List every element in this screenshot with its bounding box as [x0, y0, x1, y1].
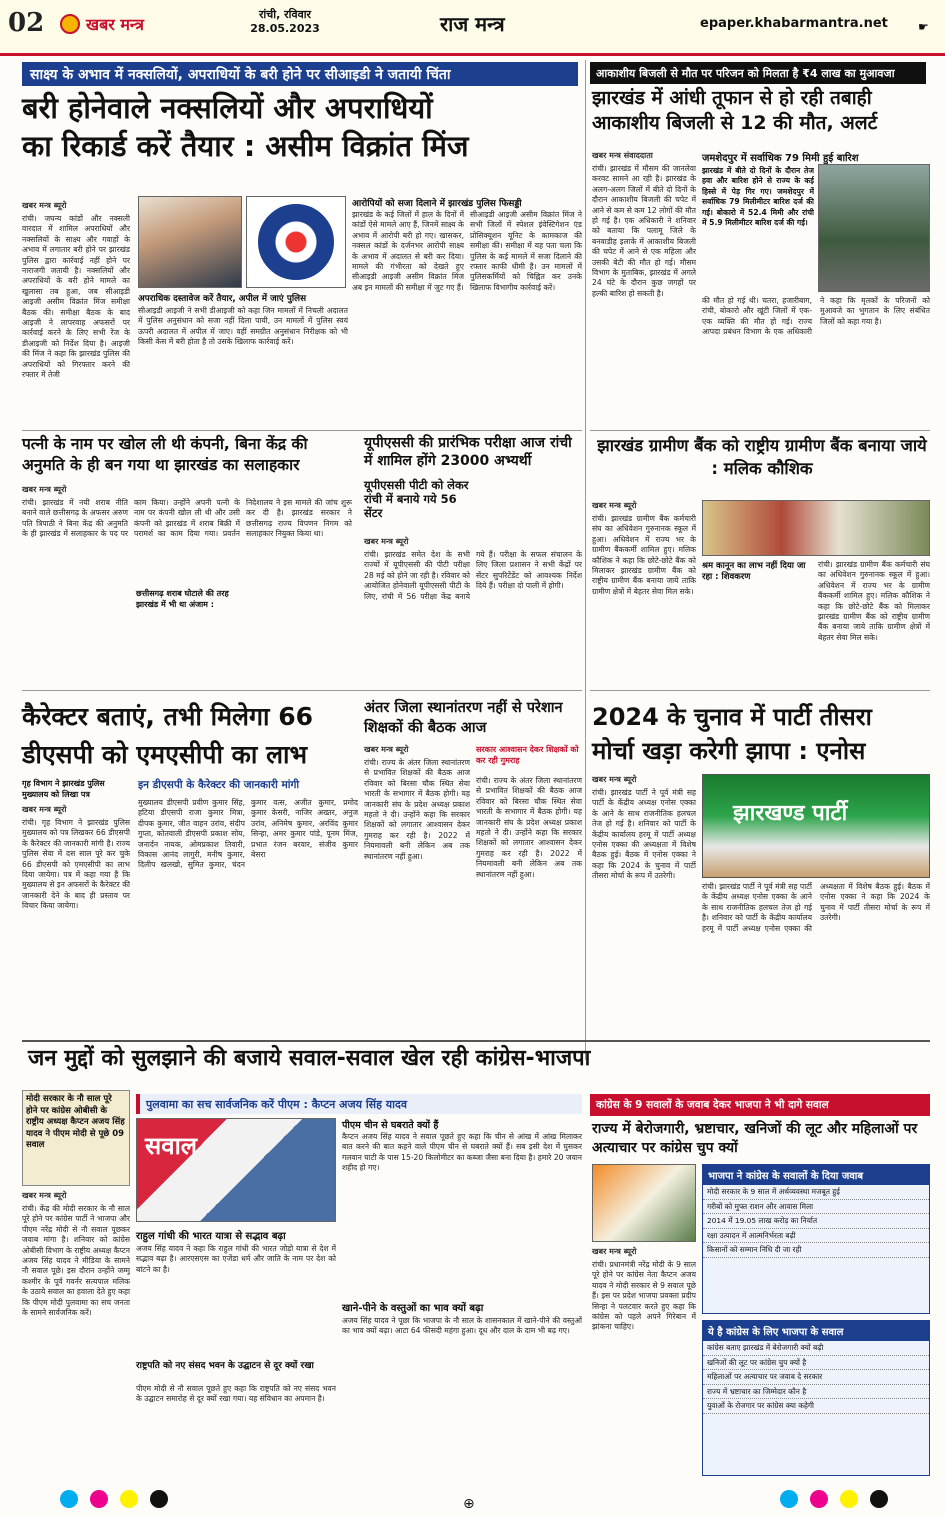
story4-body: रांची। झारखंड समेत देश के सभी राज्यों में यूपीएससी की पीटी परीक्षा 28 मई को होने जा रही है। रविवार को आयोजित होनेवाली यूपीएससी पीटी के लिए, रांची में 56 परीक्षा केंद्र बनाये गये हैं। परीक्षा के सफल संचालन के लिए जिला प्रशासन ने सभी केंद्रों पर सेंटर सुपरिटेंडेंट को आवश्यक निर्देश दिये हैं। परीक्षा दो पाली में होगी। — [364, 550, 582, 601]
story4-subhead: यूपीएससी पीटी को लेकर रांची में बनाये गये 56 सेंटर — [364, 478, 469, 520]
story9-mid-sub4: राष्ट्रपति को नए संसद भवन के उद्घाटन से दूर क्यों रखा — [136, 1361, 314, 1371]
answer-item: गरीबों को मुफ्त राशन और आवास मिला — [703, 1200, 929, 1215]
story1-body-c: झारखंड के कई जिलों में हाल के दिनों में कांडों ऐसे मामले आए हैं, जिनमें साक्ष्य के अभाव में आरोपी बरी हो गए। खासकर, नक्सल कांडों के दर्जनभर आरोपी साक्ष्य के अभाव में अदालत से बरी कर दिया। मामले की गंभीरता को देखते हुए सीआइडी आइजी असीम विक्रांत मिंज अब इन मामलों की समीक्षा में जुट गए हैं। — [352, 210, 464, 292]
section-title: राज मन्त्र — [440, 12, 505, 36]
story1-body-a: रांची। जघन्य कांडों और नक्सली वारदात में शामिल अपराधियों और नक्सलियों के साक्ष्य और गवाहों के अभाव में लगातार बरी होने पर झारखंड पुलिस द्वारा कार्रवाई नहीं होने पर नाराजगी जतायी है। नक्सलियों और अपराधियों के बरी होने मामले का खुलासा तब हुआ, जब सीआइडी आइजी असीम विक्रांत मिंज समीक्षा बैठक की। समीक्षा बैठक के बाद आइजी ने लापरवाह अफसरों पर कार्रवाई करने के लिए सभी रेंज के डीआइजी को निर्देश दिया है। आइजी की मिंज ने कहा कि झारखंड पुलिस की अपराधियों को गिरफ्तार करने की रफ्तार में तेजी — [22, 214, 130, 380]
question-item: खनिजों की लूट पर कांग्रेस चुप क्यों है — [703, 1356, 929, 1371]
pointer-icon: ☛ — [918, 20, 929, 34]
story7-body2: रांची। राज्य के अंतर जिला स्थानांतरण से प्रभावित शिक्षकों की बैठक आज रविवार को बिरसा चौक स्थित सेवा भारती के सभागार में बैठक होगी। यह जानकारी संघ के प्रदेश अध्यक्ष प्रकाश महतो ने दी। उन्होंने कहा कि सरकार शिक्षकों को लगातार आश्वासन देकर गुमराह कर रही है। 2022 में नियमावली बनी लेकिन अब तक स्थानांतरण नहीं हुआ। — [476, 776, 582, 879]
story6-body: रांची। गृह विभाग ने झारखंड पुलिस मुख्यालय को पत्र लिखकर 66 डीएसपी के कैरेक्टर की जानकारी मांगी है। राज्य पुलिस सेवा में दस साल पूरे कर चुके 66 डीएसपी को एमएसीपी का लाभ दिया जायेगा। पत्र में कहा गया है कि मुख्यालय से इन अफसरों के कैरेक्टर की जानकारी देने के बाद ही प्रस्ताव पर विचार किया जायेगा। — [22, 818, 130, 911]
story8-body2: रांची। झारखंड पार्टी ने पूर्व मंत्री सह पार्टी के केंद्रीय अध्यक्ष एनोस एक्का के आने के साथ राजनीतिक हलचल तेज हो गई है। शनिवार को पार्टी के केंद्रीय कार्यालय हरमू में पार्टी अध्यक्ष एनोस एक्का की अध्यक्षता में विशेष बैठक हुई। बैठक में एनोस एक्का ने कहा कि 2024 के चुनाव में पार्टी तीसरा मोर्चा के रूप में उतरेगी। — [702, 882, 930, 933]
officer-photo — [138, 196, 242, 288]
brand-name: खबर मन्त्र — [86, 15, 144, 34]
color-registration-mark — [780, 1490, 798, 1508]
story9-right-headline[interactable]: राज्य में बेरोजगारी, भ्रष्टाचार, खनिजों की लूट और महिलाओं पर अत्याचार पर कांग्रेस चुप क्यों — [592, 1121, 918, 1156]
story2-kicker — [590, 62, 926, 84]
story6-names: मुख्यालय डीएसपी प्रवीण कुमार सिंह, हटिया डीएसपी राजा कुमार मित्रा, दीपक कुमार, जीत वाहन उरांव, संदीप गुप्ता, कोतवाली डीएसपी प्रकाश सोय, जनार्दन नायक, ओमप्रकाश तिवारी, विकास आनंद लागुरी, मनीष कुमार, दिलीप खलखो, सुमित कुमार, चंदन कुमार वत्स, अजीत कुमार, प्रमोद कुमार केसरी, नाजिर अख्तर, अनुज उरांव, अनिमेष कुमार, अरविंद कुमार सिन्हा, अमर कुमार पांडे, पूनम मिंज, प्रभात रंजन बरवार, संजीव कुमार बेसरा — [138, 798, 358, 870]
photo-text: सवाल — [145, 1132, 198, 1160]
answer-item: मोदी सरकार के 9 साल में अर्थव्यवस्था मजबूत हुई — [703, 1185, 929, 1200]
color-registration-mark — [60, 1490, 78, 1508]
epaper-link[interactable]: epaper.khabarmantra.net — [700, 16, 888, 31]
story9-right-body: रांची। प्रधानमंत्री नरेंद्र मोदी के 9 साल पूरे होने पर कांग्रेस नेता कैप्टन अजय यादव ने मोदी सरकार से 9 सवाल पूछे हैं। इस पर प्रदेश भाजपा प्रवक्ता प्रदीप सिन्हा ने पलटवार करते हुए कहा कि कांग्रेस को पहले अपने गिरेबान में झांकना चाहिए। — [592, 1260, 696, 1332]
bjp-press-photo — [592, 1164, 696, 1242]
bank-event-photo — [702, 500, 930, 556]
story1-banner-text: साक्ष्य के अभाव में नक्सलियों, अपराधियों के बरी होने पर सीआइडी ने जतायी चिंता — [30, 66, 451, 83]
column-divider — [585, 60, 586, 1060]
page-number: 02 — [8, 8, 45, 38]
story2-box-text: झारखंड में बीते दो दिनों के दौरान तेज हवा और बारिश होने से राज्य के कई हिस्से में पेड़ गिर गए। जमशेदपुर में सर्वाधिक 79 मिलीमीटर बारिश दर्ज की गई। बोकारो में 52.4 मिमी और रांची में 5.9 मिलीमीटर बारिश दर्ज की गई। — [702, 166, 814, 228]
story3-headline[interactable]: पत्नी के नाम पर खोल ली थी कंपनी, बिना केंद्र की अनुमति के ही बन गया था झारखंड का सलाहकार — [22, 435, 308, 474]
city-day: रांची, रविवार — [258, 8, 312, 21]
story3-body: रांची। झारखंड में नयी शराब नीति बनाने वाले छत्तीसगढ़ के अफसर अरुण पति त्रिपाठी ने बिना केंद्र की अनुमति के ही झारखंड में सलाहकार के पद पर काम किया। उन्होंने अपनी पत्नी के नाम पर कंपनी खोल ली थी और उसी कंपनी को झारखंड में शराब बिक्री में परामर्श का काम दिया गया। प्रवर्तन निदेशालय ने इस मामले की जांच शुरू कर दी है। झारखंड सरकार ने छत्तीसगढ़ राज्य विपणन निगम को सलाहकार नियुक्त किया था। — [22, 498, 352, 539]
story9-left-byline: खबर मन्त्र ब्यूरो — [22, 1191, 67, 1200]
story9-mid-banner — [136, 1094, 582, 1114]
story3-byline: खबर मन्त्र ब्यूरो — [22, 485, 67, 494]
story9-mid-sub2: राहुल गांधी की भारत यात्रा से सद्भाव बढ़ा — [136, 1231, 286, 1242]
story6-byline: खबर मन्त्र ब्यूरो — [22, 805, 67, 814]
story8-byline: खबर मन्त्र ब्यूरो — [592, 775, 637, 784]
story8-headline-line2: मोर्चा खड़ा करेगी झापा : एनोस — [592, 737, 866, 765]
answer-item: रक्षा उत्पादन में आत्मनिर्भरता बढ़ी — [703, 1229, 929, 1244]
divider — [590, 430, 930, 431]
answers-title: भाजपा ने कांग्रेस के सवालों के दिया जवाब — [703, 1165, 929, 1185]
story2-kicker-text: आकाशीय बिजली से मौत पर परिजन को मिलता है ₹4 लाख का मुआवजा — [596, 66, 895, 80]
story7-byline: खबर मन्त्र ब्यूरो — [364, 745, 409, 754]
story1-headline-line1: बरी होनेवाले नक्सलियों और अपराधियों — [22, 91, 433, 125]
masthead — [0, 0, 945, 56]
story4-headline[interactable]: यूपीएससी की प्रारंभिक परीक्षा आज रांची में शामिल होंगे 23000 अभ्यर्थी — [364, 435, 572, 469]
story8-headline-line1: 2024 के चुनाव में पार्टी तीसरा — [592, 703, 872, 731]
story4-byline: खबर मन्त्र ब्यूरो — [364, 537, 409, 546]
story2-byline: खबर मन्त्र संवाददाता — [592, 151, 653, 160]
jharkhand-party-banner — [702, 774, 930, 878]
story2-body2: की मौत हो गई थी। चतरा, हजारीबाग, रांची, बोकारो और खूंटी जिलों में एक-एक व्यक्ति की मौत हो गई। राज्य आपदा प्रबंधन विभाग के एक अधिकारी ने कहा कि मृतकों के परिजनों को मुआवजे का भुगतान के लिए संबंधित जिलों को कहा गया है। — [702, 296, 930, 337]
color-registration-mark — [840, 1490, 858, 1508]
story9-mid-banner-text: पुलवामा का सच सार्वजनिक करें पीएम : कैप्टन अजय सिंह यादव — [146, 1097, 407, 1111]
story2-body: रांची। झारखंड में मौसम की जानलेवा करवट सामने आ रही है। झारखंड के अलग-अलग जिलों में बीते दो दिनों के दौरान आकाशीय बिजली की चपेट में आने से कम से कम 12 लोगों की मौत हो गई है। एक अधिकारी ने शनिवार को बताया कि पलामू जिले के बनवाडीह इलाके में आकाशीय बिजली की चपेट में आने से एक महिला और उसकी बेटी की मौत हो गई। मौसम विभाग के मुताबिक, झारखंड में अगले 24 घंटे के दौरान कुछ जगहों पर हल्की बारिश हो सकती है। — [592, 164, 696, 298]
question-item: कांग्रेस बताए झारखंड में बेरोजगारी क्यों बढ़ी — [703, 1341, 929, 1356]
story5-body2: रांची। झारखंड ग्रामीण बैंक कर्मचारी संघ का अधिवेशन गुरुनानक स्कूल में हुआ। अधिवेशन में राज्य भर के ग्रामीण बैंककर्मी शामिल हुए। मलिक कौशिक ने कहा कि छोटे-छोटे बैंक को मिलाकर झारखंड ग्रामीण बैंक को राष्ट्रीय ग्रामीण बैंक बनाया जाये ताकि ग्रामीण क्षेत्रों में बेहतर सेवा मिल सके। — [818, 560, 930, 642]
story2-headline[interactable] — [592, 88, 932, 135]
story6-headline[interactable]: कैरेक्टर बताएं, तभी मिलेगा 66 डीएसपी को एमएसीपी का लाभ — [22, 702, 314, 769]
story9-right-kicker-text: कांग्रेस के 9 सवालों के जवाब देकर भाजपा ने भी दागे सवाल — [596, 1099, 829, 1111]
color-registration-mark — [150, 1490, 168, 1508]
story9-right-byline: खबर मन्त्र ब्यूरो — [592, 1247, 637, 1256]
story5-headline[interactable]: झारखंड ग्रामीण बैंक को राष्ट्रीय ग्रामीण बैंक बनाया जाये : मलिक कौशिक — [597, 436, 927, 478]
story9-mid-body2: अजय सिंह यादव ने कहा कि राहुल गांधी की भारत जोड़ो यात्रा से देश में सद्भाव बढ़ा है। आरएसएस का एजेंडा धर्म और जाति के नाम पर देश को बांटने का है। — [136, 1244, 336, 1274]
story9-left-body: रांची। केंद्र की मोदी सरकार के नौ साल पूरे होने पर कांग्रेस पार्टी ने भाजपा और पीएम नरेंद्र मोदी से नौ सवाल पूछकर जवाब मांगा है। शनिवार को कांग्रेस ओबीसी विभाग के राष्ट्रीय अध्यक्ष कैप्टन अजय सिंह यादव ने मीडिया के सामने नौ सवाल पूछे। इस दौरान उन्होंने जम्मू कश्मीर के पूर्व गवर्नर सत्यपाल मलिक के उठाये सवाल का हवाला देते हुए कहा कि पीएम मोदी पुलवामा का सच जनता के सामने सार्वजनिक करें। — [22, 1204, 130, 1318]
color-registration-mark — [90, 1490, 108, 1508]
story2-headline-line2: आकाशीय बिजली से 12 की मौत, अलर्ट — [592, 112, 878, 135]
date: 28.05.2023 — [250, 22, 320, 35]
cid-seal-icon — [246, 196, 346, 288]
story1-headline[interactable] — [22, 92, 582, 163]
story8-body: रांची। झारखंड पार्टी ने पूर्व मंत्री सह पार्टी के केंद्रीय अध्यक्ष एनोस एक्का के आने के साथ राजनीतिक हलचल तेज हो गई है। शनिवार को पार्टी के केंद्रीय कार्यालय हरमू में पार्टी अध्यक्ष एनोस एक्का की अध्यक्षता में विशेष बैठक हुई। बैठक में एनोस एक्का ने कहा कि 2024 के चुनाव में पार्टी तीसरा मोर्चा के रूप में उतरेगी। — [592, 788, 696, 881]
story5-subhead: श्रम कानून का लाभ नहीं दिया जा रहा : शिवकरण — [702, 561, 806, 582]
answer-item: किसानों को सम्मान निधि दी जा रही — [703, 1243, 929, 1258]
story6-subhead: इन डीएसपी के कैरेक्टर की जानकारी मांगी — [138, 779, 300, 791]
brand-logo-icon — [60, 14, 80, 34]
story1-subhead: आरोपियों को सजा दिलाने में झारखंड पुलिस फिसड्डी — [352, 199, 522, 209]
divider — [590, 690, 930, 691]
story1-caption: अपराधिक दस्तावेज करें तैयार, अपील में जाएं पुलिस — [138, 294, 307, 304]
story9-left-box: मोदी सरकार के नौ साल पूरे होने पर कांग्रेस ओबीसी के राष्ट्रीय अध्यक्ष कैप्टन अजय सिंह यादव ने पीएम मोदी से पूछे 09 सवाल — [22, 1090, 130, 1186]
story9-mid-body4: पीएम मोदी से नौ सवाल पूछते हुए कहा कि राष्ट्रपति को नए संसद भवन के उद्घाटन समारोह से दूर क्यों रखा गया। यह संविधान का अपमान है। — [136, 1384, 336, 1404]
divider — [22, 1040, 930, 1042]
story9-headline[interactable]: जन मुद्दों को सुलझाने की बजाये सवाल-सवाल खेल रही कांग्रेस-भाजपा — [28, 1046, 591, 1071]
story5-body: रांची। झारखंड ग्रामीण बैंक कर्मचारी संघ का अधिवेशन गुरुनानक स्कूल में हुआ। अधिवेशन में राज्य भर के ग्रामीण बैंककर्मी शामिल हुए। मलिक कौशिक ने कहा कि छोटे-छोटे बैंक को मिलाकर झारखंड ग्रामीण बैंक को राष्ट्रीय ग्रामीण बैंक बनाया जाये ताकि ग्रामीण क्षेत्रों में बेहतर सेवा मिल सके। — [592, 514, 696, 596]
story9-right-kicker — [590, 1094, 930, 1116]
story1-body-d: सीआइडी आइजी असीम विक्रांत मिंज ने सभी जिलों में स्पेशल इंवेस्टिगेशन एंड प्रोसिक्यूशन यूनिट के कामकाज की समीक्षा की। समीक्षा में यह पता चला कि पुलिस के कई मामले में सजा दिलाने की रफ्तार काफी धीमी है। उन मामलों में पुलिसकर्मियों को चिह्नित कर उनके खिलाफ विभागीय कार्रवाई करें। — [470, 210, 582, 292]
answer-item: 2014 में 19.05 लाख करोड़ का निर्यात — [703, 1214, 929, 1229]
story2-headline-line1: झारखंड में आंधी तूफान से हो रही तबाही — [592, 87, 872, 109]
story5-byline: खबर मन्त्र ब्यूरो — [592, 501, 637, 510]
story1-headline-line2: का रिकार्ड करें तैयार : असीम विक्रांत मिंज — [22, 129, 469, 164]
bjp-answers-box — [702, 1164, 930, 1314]
story2-box-title: जमशेदपुर में सर्वाधिक 79 मिमी हुई बारिश — [702, 153, 859, 164]
rain-photo — [818, 164, 930, 292]
banner-text: झारखण्ड पार्टी — [733, 801, 848, 826]
story1-banner — [22, 62, 578, 86]
story9-mid-sub3: खाने-पीने के वस्तुओं का भाव क्यों बढ़ा — [342, 1303, 484, 1314]
question-item: राज्य में भ्रष्टाचार का जिम्मेदार कौन है — [703, 1385, 929, 1400]
color-registration-mark — [810, 1490, 828, 1508]
registration-target-icon: ⊕ — [463, 1496, 475, 1512]
story7-subhead: सरकार आश्वासन देकर शिक्षकों को कर रही गुमराह — [476, 745, 579, 765]
press-conference-photo — [136, 1118, 336, 1222]
questions-title: ये है कांग्रेस के लिए भाजपा के सवाल — [703, 1321, 929, 1341]
story1-body-b: सीआइडी आइजी ने सभी डीआइजी को कहा जिन मामलों में निचली अदालत में पुलिस अनुसंधान को सजा नहीं दिला पायी, उन मामलों में पुलिस स्वयं ऊपरी अदालत में अपील में जाए। वहीं समग्रीत अनुसंधान निरीक्षक को भी किसी केस में बरी होता है तो उसके खिलाफ कार्रवाई करें। — [138, 306, 348, 347]
story8-headline[interactable] — [592, 700, 932, 768]
story9-mid-body3: अजय सिंह यादव ने पूछा कि भाजपा के नौ साल के शासनकाल में खाने-पीने की वस्तुओं का भाव क्यों बढ़ा। आटा 64 फीसदी महंगा हुआ। दूध और दाल के दाम भी बढ़ गए। — [342, 1316, 582, 1336]
story9-mid-body1: कैप्टन अजय सिंह यादव ने सवाल पूछते हुए कहा कि चीन से आंख में आंख मिलाकर बात करने की बात कहने वाले पीएम चीन से घबराते क्यों हैं। सब इसी देश में घुसकर गलवान घाटी के पास 15-20 किलोमीटर का कब्जा जैसा बना दिया है। हमारे 20 जवान शहीद हो गए। — [342, 1132, 582, 1173]
divider — [22, 690, 582, 691]
story9-mid-sub1: पीएम चीन से घबराते क्यों हैं — [342, 1120, 439, 1131]
story1-byline: खबर मन्त्र ब्यूरो — [22, 201, 67, 210]
question-item: महिलाओं पर अत्याचार पर जवाब दे सरकार — [703, 1370, 929, 1385]
story7-body: रांची। राज्य के अंतर जिला स्थानांतरण से प्रभावित शिक्षकों की बैठक आज रविवार को बिरसा चौक स्थित सेवा भारती के सभागार में बैठक होगी। यह जानकारी संघ के प्रदेश अध्यक्ष प्रकाश महतो ने दी। उन्होंने कहा कि सरकार शिक्षकों को लगातार आश्वासन देकर गुमराह कर रही है। 2022 में नियमावली बनी लेकिन अब तक स्थानांतरण नहीं हुआ। — [364, 758, 470, 861]
divider — [22, 430, 582, 431]
dateline — [240, 8, 330, 36]
question-item: युवाओं के रोजगार पर कांग्रेस क्या कहेगी — [703, 1399, 929, 1414]
color-registration-mark — [870, 1490, 888, 1508]
story6-tag: गृह विभाग ने झारखंड पुलिस मुख्यालय को लिखा पत्र — [22, 779, 105, 799]
story3-subhead: छत्तीसगढ़ शराब घोटाले की तरह झारखंड में भी था अंजाम : — [136, 588, 244, 610]
bjp-questions-box — [702, 1320, 930, 1476]
color-registration-mark — [120, 1490, 138, 1508]
story7-headline[interactable]: अंतर जिला स्थानांतरण नहीं से परेशान शिक्षकों की बैठक आज — [364, 700, 563, 736]
